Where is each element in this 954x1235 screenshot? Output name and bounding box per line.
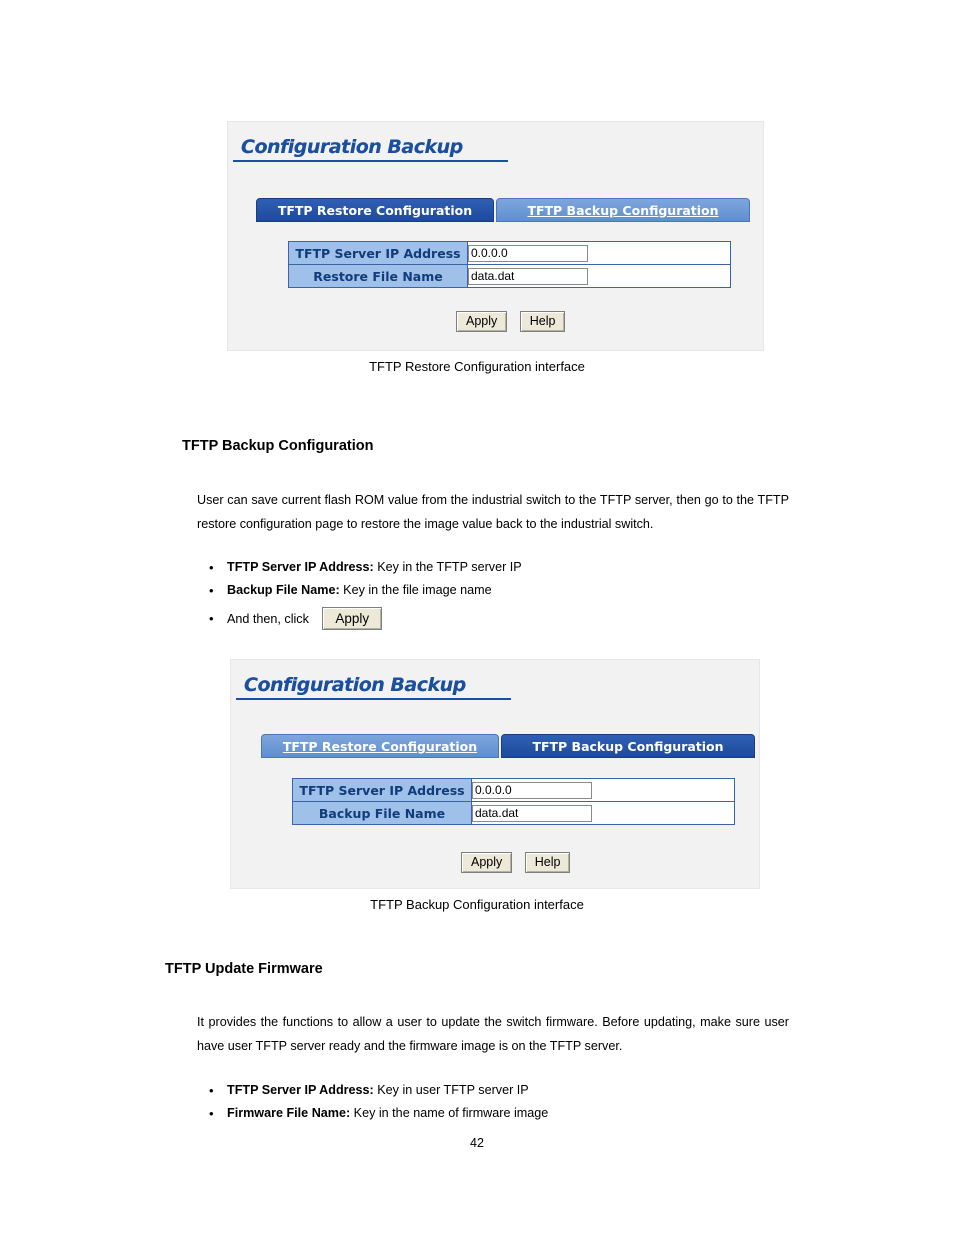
field-cell-backup-file-name <box>472 802 735 825</box>
tftp-server-ip-address-input[interactable] <box>472 782 592 799</box>
tab-tftp-restore-configuration[interactable] <box>261 734 499 758</box>
field-label-tftp-server-ip-address: TFTP Server IP Address <box>293 779 472 802</box>
field-cell-restore-file-name <box>468 265 731 288</box>
tab-label: TFTP Restore Configuration <box>282 739 478 754</box>
tab-tftp-restore-configuration[interactable] <box>256 198 494 222</box>
field-label-restore-file-name: Restore File Name <box>289 265 468 288</box>
figure-button-row <box>461 852 570 873</box>
tab-tftp-backup-configuration[interactable] <box>501 734 755 758</box>
form-row <box>293 779 735 802</box>
tab-bar <box>256 198 751 224</box>
apply-button[interactable]: Apply <box>461 852 512 873</box>
bullet-text: Key in user TFTP server IP <box>373 1083 529 1097</box>
figure-tftp-restore-configuration <box>227 121 764 351</box>
apply-button[interactable]: Apply <box>456 311 507 332</box>
tab-tftp-backup-configuration[interactable] <box>496 198 750 222</box>
panel-title: Configuration Backup <box>241 136 463 158</box>
tab-label: TFTP Backup Configuration <box>527 203 719 218</box>
tftp-backup-form <box>292 778 735 825</box>
bullet-text: Key in the file image name <box>339 583 492 597</box>
tab-label: TFTP Restore Configuration <box>277 203 473 218</box>
field-cell-tftp-server-ip-address <box>472 779 735 802</box>
section-bullets-tftp-update-firmware <box>197 1079 837 1125</box>
tab-bar <box>261 734 756 760</box>
panel-title-underline <box>236 698 511 700</box>
inline-apply-button[interactable]: Apply <box>322 607 382 630</box>
tftp-server-ip-address-input[interactable] <box>468 245 588 262</box>
section-heading-tftp-backup-configuration: TFTP Backup Configuration <box>182 438 374 454</box>
bullet-term: Backup File Name: <box>227 583 340 597</box>
page-number: 42 <box>470 1136 484 1150</box>
section-paragraph-tftp-update-firmware: It provides the functions to allow a user to update the switch firmware. Before updating, make sure user have user TFTP server ready and the firmware image is on the TFTP server. <box>197 1015 789 1053</box>
section-bullets-tftp-backup-configuration <box>197 556 837 636</box>
field-cell-tftp-server-ip-address <box>468 242 731 265</box>
list-item <box>197 579 837 602</box>
tab-label: TFTP Backup Configuration <box>532 739 724 754</box>
field-label-tftp-server-ip-address: TFTP Server IP Address <box>289 242 468 265</box>
figure-caption-backup: TFTP Backup Configuration interface <box>370 897 584 912</box>
list-item <box>197 556 837 579</box>
help-button[interactable]: Help <box>520 311 566 332</box>
figure-tftp-backup-configuration <box>230 659 760 889</box>
bullet-term: TFTP Server IP Address: <box>227 1083 374 1097</box>
help-button[interactable]: Help <box>525 852 571 873</box>
panel-header <box>233 136 508 162</box>
form-row <box>293 802 735 825</box>
panel-header <box>236 674 511 700</box>
backup-file-name-input[interactable] <box>472 805 592 822</box>
list-item <box>197 1102 837 1125</box>
bullet-text: Key in the name of firmware image <box>350 1106 549 1120</box>
field-label-backup-file-name: Backup File Name <box>293 802 472 825</box>
list-item <box>197 602 837 636</box>
bullet-text: And then, click <box>227 612 309 626</box>
bullet-term: Firmware File Name: <box>227 1106 351 1120</box>
figure-button-row <box>456 311 565 332</box>
panel-title-underline <box>233 160 508 162</box>
figure-caption-restore: TFTP Restore Configuration interface <box>369 359 585 374</box>
bullet-term: TFTP Server IP Address: <box>227 560 374 574</box>
form-row <box>289 242 731 265</box>
bullet-text: Key in the TFTP server IP <box>373 560 522 574</box>
panel-title: Configuration Backup <box>244 674 466 696</box>
tftp-restore-form <box>288 241 731 288</box>
restore-file-name-input[interactable] <box>468 268 588 285</box>
section-paragraph-tftp-backup-configuration: User can save current flash ROM value from the industrial switch to the TFTP server, then go to the TFTP restore configuration page to restore the image value back to the industrial switch. <box>197 493 789 531</box>
section-heading-tftp-update-firmware: TFTP Update Firmware <box>165 961 323 977</box>
form-row <box>289 265 731 288</box>
list-item <box>197 1079 837 1102</box>
